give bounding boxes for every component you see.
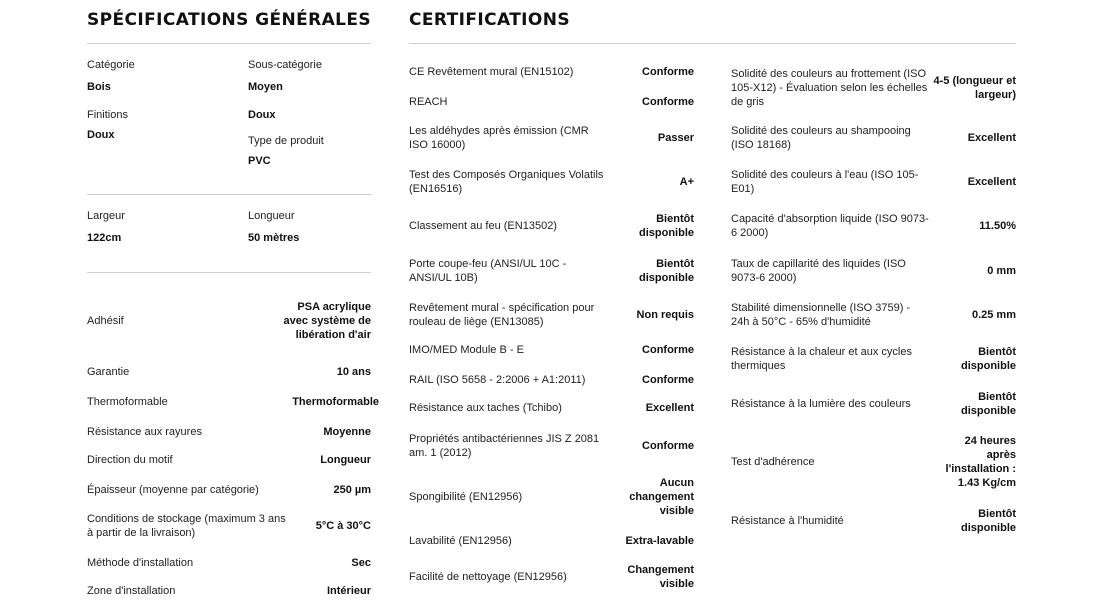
spec-row-value: 10 ans: [336, 366, 371, 378]
cert-row-value: Conforme: [642, 66, 694, 78]
cert-row-value: Bientôt disponible: [639, 258, 694, 284]
category-label: Catégorie: [87, 59, 135, 71]
cert-row-value: 4-5 (longueur et largeur): [933, 75, 1016, 101]
general-title-divider: [87, 43, 371, 44]
cert-row-label: CE Revêtement mural (EN15102): [409, 66, 574, 78]
cert-row-label: Résistance aux taches (Tchibo): [409, 402, 562, 414]
cert-row-value: Excellent: [645, 402, 694, 414]
dimensions-divider-bottom: [87, 272, 371, 273]
finishes-value: Doux: [87, 129, 115, 141]
cert-row-label: Taux de capillarité des liquides (ISO 9073-6 2000): [731, 258, 906, 284]
cert-row-value: Changement visible: [627, 564, 694, 590]
spec-row-label: Résistance aux rayures: [87, 426, 202, 438]
spec-row-value: Moyenne: [323, 426, 371, 438]
cert-row-label: RAIL (ISO 5658 - 2:2006 + A1:2011): [409, 374, 586, 386]
spec-row-value: 5°C à 30°C: [315, 520, 371, 532]
length-value: 50 mètres: [248, 232, 300, 244]
cert-row-value: Conforme: [642, 96, 694, 108]
spec-row-value: Intérieur: [326, 585, 371, 597]
spec-row-label: Thermoformable: [87, 396, 168, 408]
spec-row-label: Méthode d'installation: [87, 557, 194, 569]
cert-row-value: 24 heures après l'installation : 1.43 Kg/cm: [945, 435, 1016, 489]
cert-row-label: Propriétés antibactériennes JIS Z 2081 am. 1 (2012): [409, 433, 600, 459]
cert-row-label: Capacité d'absorption liquide (ISO 9073-6 2000): [731, 213, 929, 239]
width-value: 122cm: [87, 232, 122, 244]
spec-row-label: Direction du motif: [87, 454, 173, 466]
cert-row-label: Porte coupe-feu (ANSI/UL 10C - ANSI/UL 10B): [409, 258, 567, 284]
cert-row-label: Classement au feu (EN13502): [409, 220, 557, 232]
subcategory-value: Moyen: [248, 81, 283, 93]
length-label: Longueur: [248, 210, 295, 222]
category-value: Bois: [87, 81, 111, 93]
cert-row-label: Lavabilité (EN12956): [409, 535, 512, 547]
cert-row-value: 0 mm: [987, 265, 1016, 277]
cert-row-value: Bientôt disponible: [961, 391, 1016, 417]
cert-row-value: A+: [679, 176, 694, 188]
product-type-label: Type de produit: [248, 135, 324, 147]
cert-row-value: Excellent: [967, 176, 1016, 188]
cert-row-label: Solidité des couleurs au shampooing (ISO 18168): [731, 125, 911, 151]
spec-row-value: Thermoformable: [292, 396, 379, 408]
product-type-value: PVC: [248, 155, 271, 167]
cert-row-label: Résistance à l'humidité: [731, 515, 844, 527]
cert-row-label: Solidité des couleurs à l'eau (ISO 105-E01): [731, 169, 919, 195]
certifications-title: CERTIFICATIONS: [409, 10, 571, 30]
spec-row-label: Épaisseur (moyenne par catégorie): [87, 484, 259, 496]
cert-row-label: Test des Composés Organiques Volatils (EN16516): [409, 169, 604, 195]
cert-row-value: Excellent: [967, 132, 1016, 144]
general-specs-title: SPÉCIFICATIONS GÉNÉRALES: [87, 10, 372, 30]
spec-row-label: Garantie: [87, 366, 130, 378]
cert-row-label: Spongibilité (EN12956): [409, 491, 523, 503]
cert-row-value: Aucun changement visible: [629, 477, 694, 517]
cert-row-value: Bientôt disponible: [639, 213, 694, 239]
cert-row-value: Bientôt disponible: [961, 508, 1016, 534]
cert-row-value: 0.25 mm: [971, 309, 1016, 321]
spec-row-value: PSA acrylique avec système de libération d'air: [283, 301, 371, 341]
cert-row-label: REACH: [409, 96, 448, 108]
certifications-title-divider: [409, 43, 1016, 44]
cert-row-value: Conforme: [642, 374, 694, 386]
cert-row-value: Conforme: [642, 440, 694, 452]
finishes-label: Finitions: [87, 109, 128, 121]
cert-row-label: Facilité de nettoyage (EN12956): [409, 571, 567, 583]
cert-row-value: Bientôt disponible: [961, 346, 1016, 372]
cert-row-label: Les aldéhydes après émission (CMR ISO 16000): [409, 125, 589, 151]
spec-row-label: Conditions de stockage (maximum 3 ans à partir de la livraison): [87, 513, 286, 539]
cert-row-label: IMO/MED Module B - E: [409, 344, 524, 356]
cert-row-label: Test d'adhérence: [731, 456, 815, 468]
subcategory-label: Sous-catégorie: [248, 59, 322, 71]
spec-row-label: Adhésif: [87, 315, 124, 327]
spec-row-value: Longueur: [320, 454, 371, 466]
cert-row-label: Résistance à la chaleur et aux cycles thermiques: [731, 346, 912, 372]
spec-row-label: Zone d'installation: [87, 585, 176, 597]
cert-row-label: Stabilité dimensionnelle (ISO 3759) - 24h à 50°C - 65% d'humidité: [731, 302, 911, 328]
cert-row-label: Solidité des couleurs au frottement (ISO 105-X12) - Évaluation selon les échelles de gris: [731, 68, 928, 108]
cert-row-value: Conforme: [642, 344, 694, 356]
cert-row-label: Résistance à la lumière des couleurs: [731, 398, 911, 410]
width-label: Largeur: [87, 210, 125, 222]
cert-row-value: Extra-lavable: [625, 535, 694, 547]
finish-secondary-value: Doux: [248, 109, 276, 121]
spec-row-value: Sec: [351, 557, 371, 569]
cert-row-label: Revêtement mural - spécification pour rouleau de liège (EN13085): [409, 302, 595, 328]
cert-row-value: 11.50%: [979, 220, 1016, 232]
dimensions-divider-top: [87, 194, 371, 195]
cert-row-value: Passer: [657, 132, 694, 144]
cert-row-value: Non requis: [636, 309, 694, 321]
spec-row-value: 250 µm: [333, 484, 371, 496]
